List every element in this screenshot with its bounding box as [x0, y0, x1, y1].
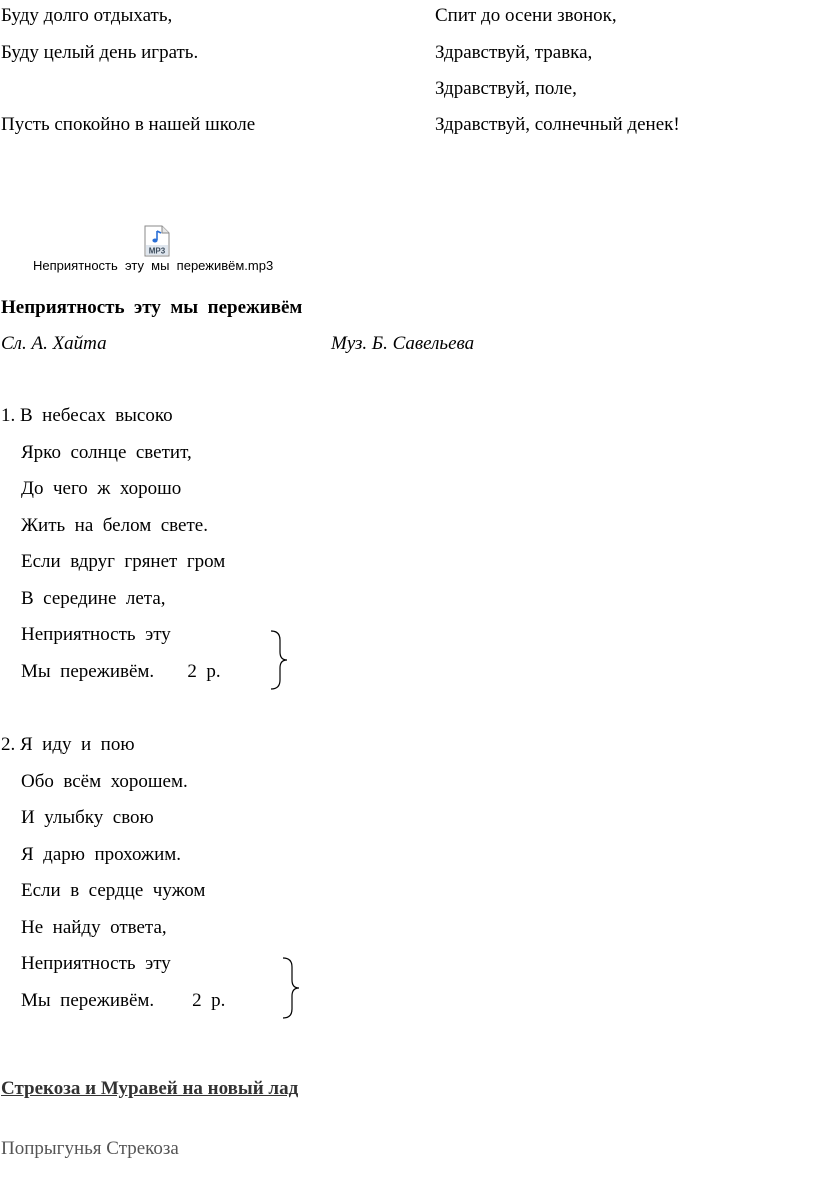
mp3-filename[interactable]: Неприятность эту мы переживём.mp3 [33, 258, 274, 273]
verse2-line-2: Обо всём хорошем. [21, 771, 188, 792]
song-lyricist: Сл. А. Хайта [1, 333, 107, 354]
verse2-line-5: Если в сердце чужом [21, 880, 206, 901]
repeat-brace-icon [280, 957, 300, 1019]
poem-left-line-2: Буду целый день играть. [1, 42, 199, 63]
verse2-line-6: Не найду ответа, [21, 917, 167, 938]
verse1-line-8: Мы переживём. 2 р. [21, 661, 221, 682]
repeat-brace-icon [268, 630, 288, 690]
poem-left-line-3: Пусть спокойно в нашей школе [1, 114, 256, 135]
verse2-line-7: Неприятность эту [21, 953, 171, 974]
verse1-line-7: Неприятность эту [21, 624, 171, 645]
mp3-file-icon[interactable] [144, 225, 170, 257]
poem-right-line-2: Здравствуй, травка, [435, 42, 593, 63]
verse1-line-2: Ярко солнце светит, [21, 442, 192, 463]
section-first-line: Попрыгунья Стрекоза [1, 1138, 179, 1159]
verse2-line-3: И улыбку свою [21, 807, 154, 828]
verse1-line-3: До чего ж хорошо [21, 478, 182, 499]
verse1-line-5: Если вдруг грянет гром [21, 551, 226, 572]
poem-right-line-1: Спит до осени звонок, [435, 5, 617, 26]
verse1-line-4: Жить на белом свете. [21, 515, 208, 536]
poem-right-line-3: Здравствуй, поле, [435, 78, 577, 99]
song-title: Неприятность эту мы переживём [1, 297, 303, 318]
verse2-line-8: Мы переживём. 2 р. [21, 990, 226, 1011]
section-title: Стрекоза и Муравей на новый лад [1, 1078, 299, 1099]
verse2-line-1: 2. Я иду и пою [1, 734, 135, 755]
mp3-icon-label: MP3 [148, 246, 166, 256]
verse2-line-4: Я дарю прохожим. [21, 844, 182, 865]
poem-right-line-4: Здравствуй, солнечный денек! [435, 114, 680, 135]
song-composer: Муз. Б. Савельева [331, 333, 475, 354]
poem-left-line-1: Буду долго отдыхать, [1, 5, 173, 26]
verse1-line-6: В середине лета, [21, 588, 166, 609]
verse1-line-1: 1. В небесах высоко [1, 405, 173, 426]
